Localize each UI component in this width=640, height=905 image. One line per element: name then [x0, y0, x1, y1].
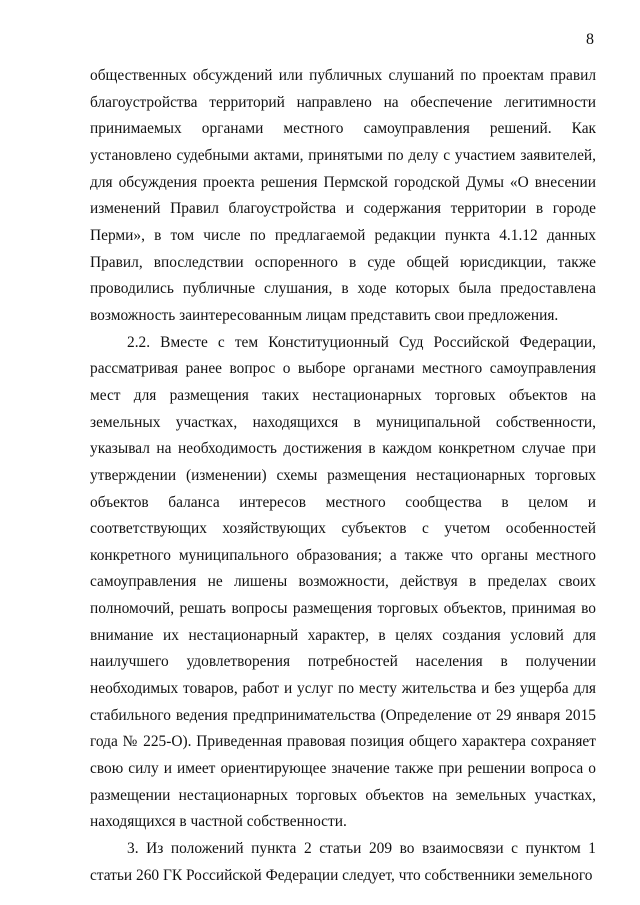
- paragraph-section-2-2: 2.2. Вместе с тем Конституционный Суд Российской Федерации, рассматривая ранее вопрос о выборе органами местного самоуправления мест для размещения таких нестационарных торговых объектов на земельных участках, находящихся в муниципальной собственности, указывал на необходимость достижения в каждом конкретном случае при утверждении (изменении) схемы размещения нестационарных торговых объектов баланса интересов местного сообщества в целом и соответствующих хозяйствующих субъектов с учетом особенностей конкретного муниципального образования; а также что органы местного самоуправления не лишены возможности, действуя в пределах своих полномочий, решать вопросы размещения торговых объектов, принимая во внимание их нестационарный характер, в целях создания условий для наилучшего удовлетворения потребностей населения в получении необходимых товаров, работ и услуг по месту жительства и без ущерба для стабильного ведения предпринимательства (Определение от 29 января 2015 года № 225-О). Приведенная правовая позиция общего характера сохраняет свою силу и имеет ориентирующее значение также при решении вопроса о размещении нестационарных торговых объектов на земельных участках, находящихся в частной собственности.: [90, 333, 596, 831]
- paragraph-section-3: 3. Из положений пункта 2 статьи 209 во взаимосвязи с пунктом 1 статьи 260 ГК Российской Федерации следует, что собственники земельного: [90, 840, 596, 884]
- paragraph-continuation: общественных обсуждений или публичных слушаний по проектам правил благоустройства территорий направлено на обеспечение легитимности принимаемых органами местного самоуправления решений. Как установлено судебными актами, принятыми по делу с участием заявителей, для обсуждения проекта решения Пермской городской Думы «О внесении изменений Правил благоустройства и содержания территории в городе Перми», в том числе по предлагаемой редакции пункта 4.1.12 данных Правил, впоследствии оспоренного в суде общей юрисдикции, также проводились публичные слушания, в ходе которых была предоставлена возможность заинтересованным лицам представить свои предложения.: [90, 67, 596, 324]
- page-number: 8: [586, 31, 594, 48]
- document-body: [90, 63, 596, 889]
